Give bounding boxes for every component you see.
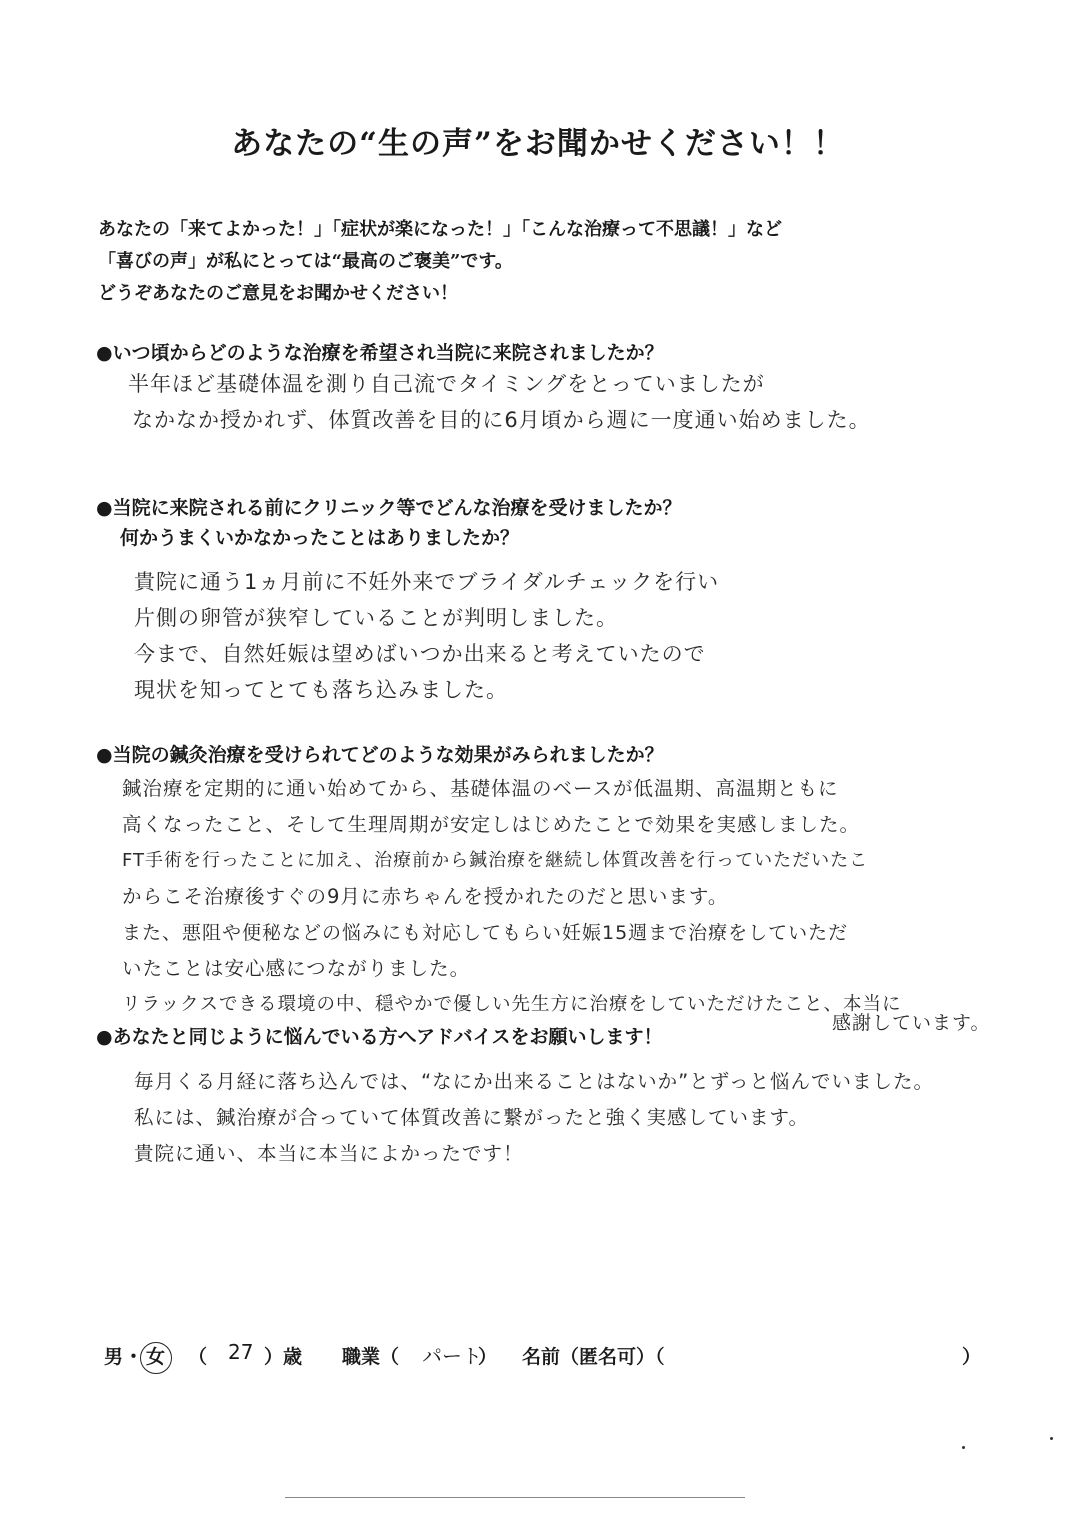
gender-separator: ・ xyxy=(124,1346,144,1368)
name-close: ） xyxy=(962,1346,982,1368)
answer-2 xyxy=(134,564,719,708)
gender-female: 女 xyxy=(146,1346,166,1368)
intro-line: 「喜びの声」が私にとっては“最高のご褒美”です。 xyxy=(98,251,513,272)
question-3-label: ●当院の鍼灸治療を受けられてどのような効果がみられましたか？ xyxy=(96,744,664,766)
job-value: パート xyxy=(422,1344,482,1368)
answer-line: 毎月くる月経に落ち込んでは、“なにか出来ることはないか”とずっと悩んでいました。 xyxy=(134,1070,935,1093)
question-4-label: ●あなたと同じように悩んでいる方へアドバイスをお願いします！ xyxy=(96,1026,663,1048)
answer-line: 貴院に通い、本当に本当によかったです！ xyxy=(134,1142,524,1165)
scan-line xyxy=(285,1497,745,1498)
answer-line: FT手術を行ったことに加え、治療前から鍼治療を継続し体質改善を行っていただいたこ xyxy=(122,850,869,871)
scan-speck xyxy=(1050,1437,1053,1440)
answer-line: 貴院に通う1ヵ月前に不妊外来でブライダルチェックを行い xyxy=(134,570,720,594)
gender-male: 男 xyxy=(104,1346,124,1368)
age-close: ）歳 xyxy=(264,1346,303,1368)
answer-line: また、悪阻や便秘などの悩みにも対応してもらい妊娠15週まで治療をしていただ xyxy=(122,922,849,944)
answer-line: いたことは安心感につながりました。 xyxy=(122,957,471,980)
job-close: ） xyxy=(478,1346,498,1368)
answer-line: リラックスできる環境の中、穏やかで優しい先生方に治療をしていただけたこと、本当に xyxy=(122,994,902,1015)
job-label: 職業（ xyxy=(342,1346,400,1368)
answer-line: なかなか授かれず、体質改善を目的に6月頃から週に一度通い始めました。 xyxy=(132,408,871,432)
page-title: あなたの“生の声”をお聞かせください！！ xyxy=(231,126,845,162)
answer-line: 現状を知ってとても落ち込みました。 xyxy=(134,678,508,702)
question-1-label: ●いつ頃からどのような治療を希望され当院に来院されましたか？ xyxy=(96,342,664,364)
answer-3 xyxy=(122,771,901,1023)
answer-line: 片側の卵管が狭窄していることが判明しました。 xyxy=(134,606,618,630)
answer-line: 半年ほど基礎体温を測り自己流でタイミングをとっていましたが xyxy=(128,372,765,396)
answer-4 xyxy=(134,1064,934,1172)
age-value: 27 xyxy=(228,1340,254,1364)
answer-1 xyxy=(128,366,871,438)
intro-text xyxy=(98,214,782,310)
answer-line: 高くなったこと、そして生理周期が安定しはじめたことで効果を実感しました。 xyxy=(122,813,861,836)
answer-line: 鍼治療を定期的に通い始めてから、基礎体温のベースが低温期、高温期ともに xyxy=(122,777,839,800)
age-open: （ xyxy=(188,1346,208,1368)
answer-line: 今まで、自然妊娠は望めばいつか出来ると考えていたので xyxy=(134,642,706,666)
question-2-sublabel: 何かうまくいかなかったことはありましたか？ xyxy=(120,527,520,549)
answer-line: 私には、鍼治療が合っていて体質改善に繋がったと強く実感しています。 xyxy=(134,1106,809,1129)
answer-line: からこそ治療後すぐの9月に赤ちゃんを授かれたのだと思います。 xyxy=(122,885,729,908)
intro-line: どうぞあなたのご意見をお聞かせください！ xyxy=(98,283,458,304)
answer-3-last-line: 感謝しています。 xyxy=(832,1012,991,1034)
name-label: 名前（匿名可）（ xyxy=(522,1346,665,1368)
question-2-label: ●当院に来院される前にクリニック等でどんな治療を受けましたか？ 何かうまくいかなかったことはありましたか？ xyxy=(96,493,681,553)
scan-speck xyxy=(962,1446,965,1449)
intro-line: あなたの「来てよかった！」「症状が楽になった！」「こんな治療って不思議！」など xyxy=(98,219,782,240)
